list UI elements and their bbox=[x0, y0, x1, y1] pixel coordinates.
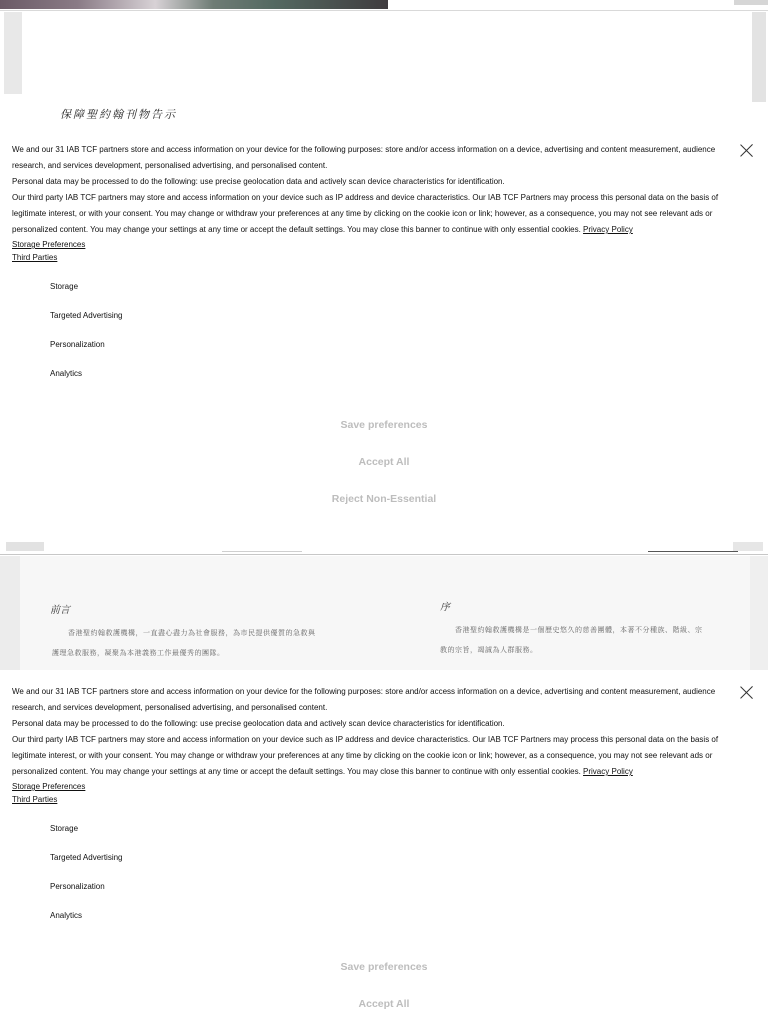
page-edge-mark bbox=[222, 551, 302, 552]
preface-text-line: 香港聖約翰救護機構，一直盡心盡力為社會服務，為市民提供優質的急救與 bbox=[68, 629, 316, 637]
document-page-2 bbox=[0, 556, 768, 670]
page-margin-shadow bbox=[0, 556, 20, 670]
consent-category-list bbox=[12, 282, 756, 398]
cover-photo-fragment bbox=[0, 0, 388, 9]
preface-text-line: 護理急救服務，凝聚為本港義務工作最優秀的團隊。 bbox=[52, 649, 225, 657]
category-storage[interactable]: Storage bbox=[50, 282, 79, 291]
category-analytics[interactable]: Analytics bbox=[50, 369, 83, 378]
previous-page-strip bbox=[0, 0, 768, 12]
section-heading-foreword: 序 bbox=[440, 602, 450, 613]
third-parties-link[interactable]: Third Parties bbox=[12, 795, 58, 804]
document-page-1 bbox=[0, 12, 768, 128]
category-targeted-advertising[interactable]: Targeted Advertising bbox=[50, 311, 123, 320]
third-parties-link[interactable]: Third Parties bbox=[12, 253, 58, 262]
category-storage[interactable]: Storage bbox=[50, 824, 79, 833]
consent-text-purposes: We and our 31 IAB TCF partners store and access information on your device for the following purposes: store and/or access information on a device, advertising and content measurement, audience research, and services development, personalised advertising, and personalised content. bbox=[12, 145, 716, 170]
consent-actions bbox=[12, 406, 756, 517]
category-personalization[interactable]: Personalization bbox=[50, 882, 105, 891]
page-title: 保障聖約翰刊物告示 bbox=[60, 108, 177, 121]
storage-preferences-link[interactable]: Storage Preferences bbox=[12, 240, 86, 249]
close-icon[interactable] bbox=[738, 142, 755, 159]
save-preferences-button[interactable]: Save preferences bbox=[284, 406, 484, 443]
page-margin-shadow bbox=[750, 556, 768, 670]
foreword-text-line: 香港聖約翰救護機構是一個歷史悠久的慈善團體，本著不分種族、階級、宗 bbox=[455, 626, 703, 634]
consent-text-partners: Our third party IAB TCF partners may store and access information on your device such as IP address and device characteristics. Our IAB TCF Partners may process this personal data on the basis of legitimate interest, or with your consent. You may change or withdraw your preferences at any time by clicking on the cookie icon or link; however, as a consequence, you may not see relevant ads or personalized content. You may change your settings at any time or accept the default settings. You may close this banner to continue with only essential cookies. Privacy Policy bbox=[12, 735, 719, 776]
consent-text-purposes: We and our 31 IAB TCF partners store and access information on your device for the following purposes: store and/or access information on a device, advertising and content measurement, audience research, and services development, personalised advertising, and personalised content. bbox=[12, 687, 716, 712]
foreword-text-line: 教的宗旨，竭誠為人群服務。 bbox=[440, 646, 538, 654]
page-divider bbox=[0, 554, 768, 555]
cookie-consent-banner bbox=[0, 128, 768, 542]
page-divider bbox=[0, 10, 768, 11]
page-margin-shadow bbox=[752, 12, 766, 102]
storage-preferences-link[interactable]: Storage Preferences bbox=[12, 782, 86, 791]
page-margin-shadow bbox=[4, 12, 22, 94]
page-gap bbox=[0, 542, 768, 556]
privacy-policy-link[interactable]: Privacy Policy bbox=[583, 225, 633, 234]
page-edge-mark bbox=[6, 542, 44, 551]
consent-text-partners: Our third party IAB TCF partners may store and access information on your device such as IP address and device characteristics. Our IAB TCF Partners may process this personal data on the basis of legitimate interest, or with your consent. You may change or withdraw your preferences at any time by clicking on the cookie icon or link; however, as a consequence, you may not see relevant ads or personalized content. You may change your settings at any time or accept the default settings. You may close this banner to continue with only essential cookies. Privacy Policy bbox=[12, 193, 719, 234]
section-heading-preface: 前言 bbox=[50, 605, 70, 616]
cookie-consent-banner bbox=[0, 670, 768, 1024]
page-edge-mark bbox=[733, 542, 763, 551]
consent-category-list bbox=[12, 824, 756, 940]
save-preferences-button[interactable]: Save preferences bbox=[284, 948, 484, 985]
category-targeted-advertising[interactable]: Targeted Advertising bbox=[50, 853, 123, 862]
consent-text-processing: Personal data may be processed to do the following: use precise geolocation data and actively scan device characteristics for identification. bbox=[12, 177, 505, 186]
page-edge-mark bbox=[648, 551, 738, 552]
consent-actions bbox=[12, 948, 756, 1022]
category-personalization[interactable]: Personalization bbox=[50, 340, 105, 349]
page-edge-mark bbox=[734, 0, 768, 5]
consent-text-processing: Personal data may be processed to do the following: use precise geolocation data and actively scan device characteristics for identification. bbox=[12, 719, 505, 728]
accept-all-button[interactable]: Accept All bbox=[284, 985, 484, 1022]
privacy-policy-link[interactable]: Privacy Policy bbox=[583, 767, 633, 776]
accept-all-button[interactable]: Accept All bbox=[284, 443, 484, 480]
category-analytics[interactable]: Analytics bbox=[50, 911, 83, 920]
reject-non-essential-button[interactable]: Reject Non-Essential bbox=[284, 480, 484, 517]
close-icon[interactable] bbox=[738, 684, 755, 701]
